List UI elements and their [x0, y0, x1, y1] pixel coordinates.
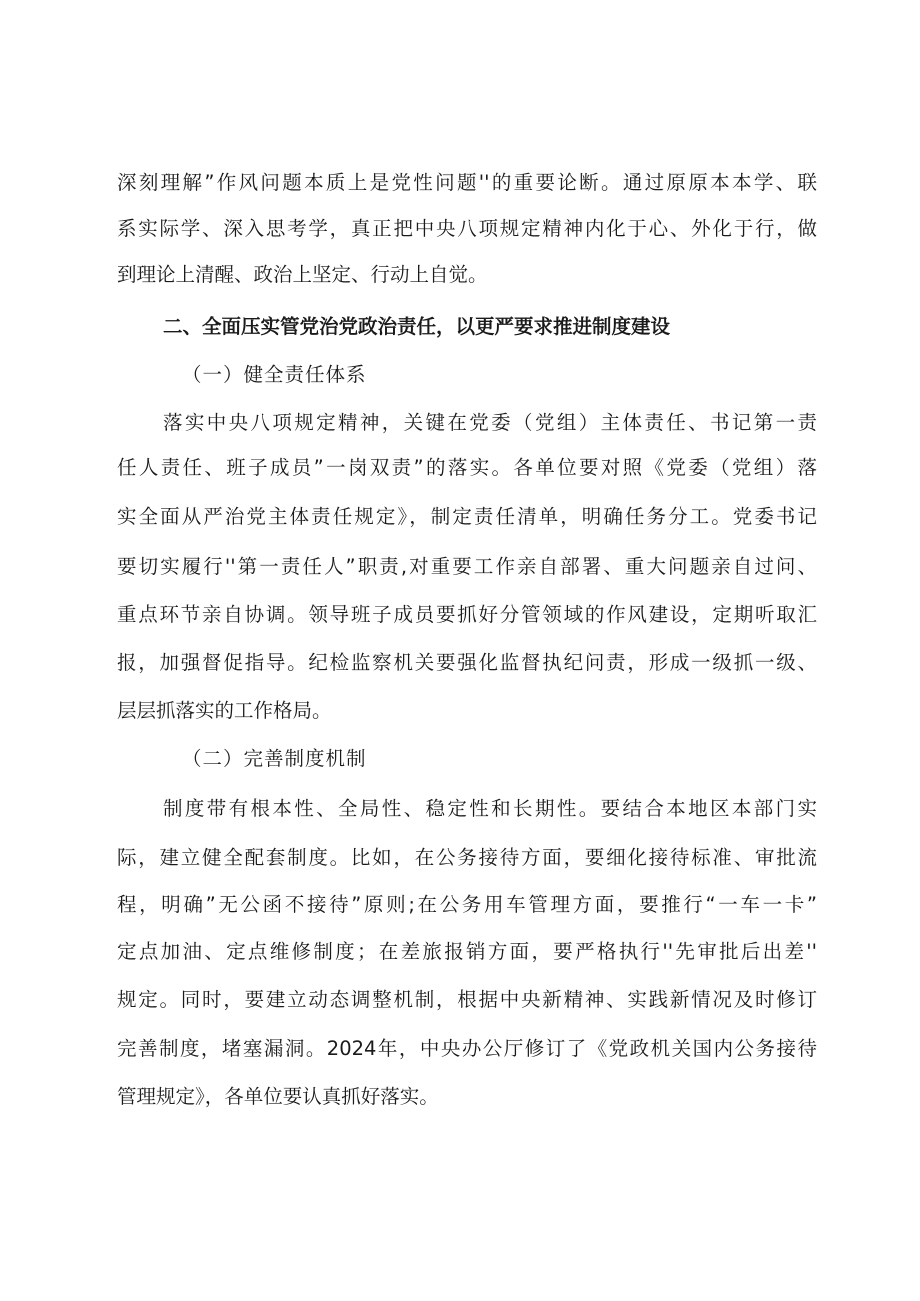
paragraph-line: 重点环节亲自协调。领导班子成员要抓好分管领域的作风建设，定期听取汇 [117, 603, 817, 626]
paragraph-line: 任人责任、班子成员”一岗双责”的落实。各单位要对照《党委（党组）落 [117, 456, 817, 479]
paragraph-line: 到理论上清醒、政治上坚定、行动上自觉。 [117, 263, 488, 286]
paragraph-line: 系实际学、深入思考学，真正把中央八项规定精神内化于心、外化于行，做 [117, 217, 817, 240]
paragraph-line: 定点加油、定点维修制度；在差旅报销方面，要严格执行''先审批后出差'' [117, 940, 817, 963]
subsection-title: （二）完善制度机制 [182, 747, 367, 770]
paragraph-line: 落实中央八项规定精神，关键在党委（党组）主体责任、书记第一责 [163, 411, 817, 434]
paragraph-line: 程，明确”无公函不接待”原则;在公务用车管理方面，要推行“一车一卡” [117, 893, 817, 916]
paragraph-line: 要切实履行''第一责任人”职责,对重要工作亲自部署、重大问题亲自过问、 [117, 555, 817, 578]
paragraph-line: 报，加强督促指导。纪检监察机关要强化监督执纪问责，形成一级抓一级、 [117, 651, 817, 674]
paragraph-line: 深刻理解”作风问题本质上是党性问题''的重要论断。通过原原本本学、联 [117, 171, 817, 194]
paragraph-line: 实全面从严治党主体责任规定》，制定责任清单，明确任务分工。党委书记 [117, 505, 817, 528]
paragraph-line: 规定。同时，要建立动态调整机制，根据中央新精神、实践新情况及时修订 [117, 988, 817, 1011]
paragraph-line: 制度带有根本性、全局性、稳定性和长期性。要结合本地区本部门实 [163, 797, 817, 820]
paragraph-line: 层层抓落实的工作格局。 [117, 699, 332, 722]
section-heading: 二、全面压实管党治党政治责任，以更严要求推进制度建设 [163, 315, 671, 338]
paragraph-line: 完善制度，堵塞漏洞。2024年，中央办公厅修订了《党政机关国内公务接待 [117, 1037, 817, 1060]
subsection-title: （一）健全责任体系 [182, 363, 367, 386]
paragraph-line: 际，建立健全配套制度。比如，在公务接待方面，要细化接待标准、审批流 [117, 846, 817, 869]
paragraph-line: 管理规定》，各单位要认真抓好落实。 [117, 1085, 439, 1108]
